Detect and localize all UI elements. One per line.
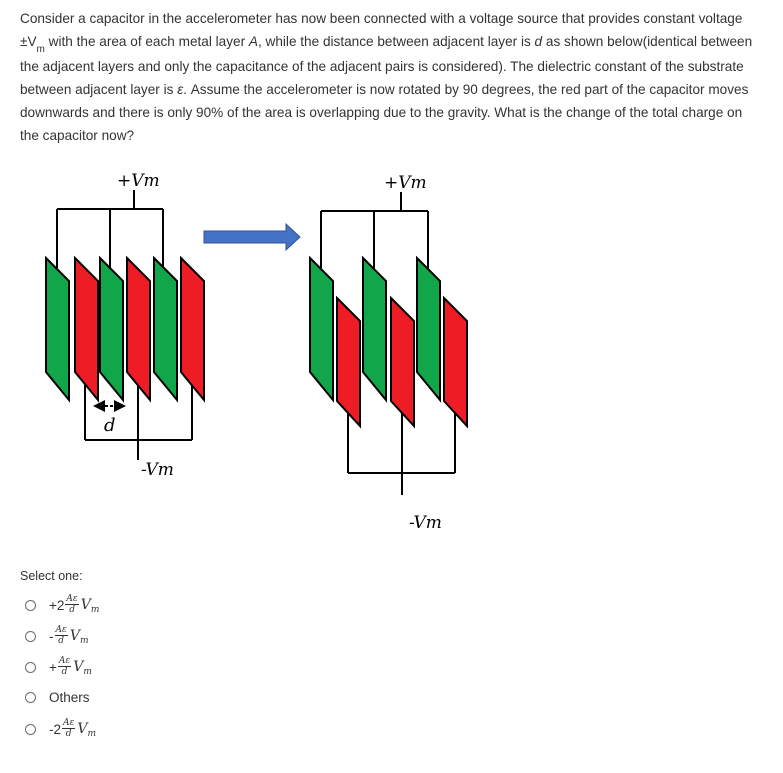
right-capacitor — [310, 173, 467, 533]
red-plate — [181, 258, 204, 400]
left-top-voltage-label: +Vm — [117, 171, 160, 191]
question-part: Consider a capacitor in the accelerometer has now been connected with a voltage source that provides constant voltage ±V — [20, 11, 743, 49]
right-bottom-voltage-label: -Vm — [409, 513, 442, 533]
question-part: . Assume the accelerometer is now rotated by 90 degrees, the red part of the capacitor moves downwards and there is only 90% of the area is overlapping due to the gravity. What is the change of the total charge on the capacitor now? — [20, 82, 749, 143]
option-3[interactable] — [25, 654, 92, 680]
option-4[interactable] — [25, 684, 90, 710]
fraction-denominator: d — [58, 636, 65, 646]
fraction-numerator: Aε — [63, 718, 75, 728]
fraction-denominator: d — [61, 667, 68, 677]
fraction-denominator: d — [65, 729, 72, 739]
voltage-v: V — [73, 659, 84, 675]
left-capacitor — [46, 171, 204, 480]
green-plate — [363, 258, 386, 400]
variable-a: A — [248, 34, 258, 49]
green-plate — [417, 258, 440, 400]
fraction-numerator: Aε — [58, 656, 71, 666]
voltage-symbol — [73, 659, 92, 675]
voltage-symbol — [77, 721, 96, 737]
option-label: Others — [49, 689, 90, 705]
fraction-numerator: Aε — [66, 594, 78, 604]
voltage-v: V — [77, 721, 88, 737]
radio-button[interactable] — [25, 724, 36, 735]
capacitor-diagram — [0, 150, 783, 560]
fraction — [62, 719, 75, 739]
variable-d: d — [534, 34, 543, 49]
fraction — [65, 595, 78, 615]
green-plate — [310, 258, 333, 400]
subscript-m: m — [36, 44, 45, 55]
radio-button[interactable] — [25, 662, 36, 673]
voltage-v: V — [69, 628, 80, 644]
fraction-numerator: Aε — [55, 625, 67, 635]
select-one-label: Select one: — [20, 569, 83, 583]
green-plate — [46, 258, 69, 400]
fraction-denominator: d — [69, 605, 75, 615]
red-plate — [337, 298, 360, 426]
option-prefix: -2 — [49, 721, 62, 737]
voltage-subscript: m — [79, 636, 89, 646]
red-plate — [75, 258, 98, 400]
variable-epsilon: ε — [177, 82, 184, 97]
radio-button[interactable] — [25, 692, 36, 703]
option-1[interactable] — [25, 592, 99, 618]
fraction — [58, 657, 71, 677]
voltage-symbol — [70, 628, 89, 644]
option-prefix: + — [49, 659, 57, 675]
right-top-voltage-label: +Vm — [384, 173, 427, 193]
left-bottom-voltage-label: -Vm — [141, 460, 174, 480]
voltage-symbol — [81, 597, 100, 613]
question-part: , while the distance between adjacent layer is — [257, 34, 535, 49]
voltage-subscript: m — [87, 729, 97, 739]
green-plate — [154, 258, 177, 400]
radio-button[interactable] — [25, 631, 36, 642]
voltage-subscript: m — [83, 667, 92, 677]
radio-button[interactable] — [25, 600, 36, 611]
red-plate — [444, 298, 467, 426]
red-plate — [127, 258, 150, 400]
question-part: with the area of each metal layer — [44, 34, 249, 49]
transition-arrow-icon — [204, 224, 300, 250]
option-prefix: - — [49, 628, 54, 644]
option-5[interactable] — [25, 716, 96, 742]
option-prefix: +2 — [49, 597, 65, 613]
voltage-subscript: m — [90, 605, 100, 615]
question-text — [20, 7, 760, 147]
question-part: as shown below(identical between the adjacent layers and only the capacitance of the adjacent pairs is considered). The dielectric constant of the substrate between adjacent layer is — [20, 34, 753, 97]
distance-label: d — [104, 415, 116, 436]
green-plate — [100, 258, 123, 400]
red-plate — [391, 298, 414, 426]
fraction — [55, 626, 68, 646]
voltage-v: V — [80, 597, 91, 613]
option-2[interactable] — [25, 623, 89, 649]
